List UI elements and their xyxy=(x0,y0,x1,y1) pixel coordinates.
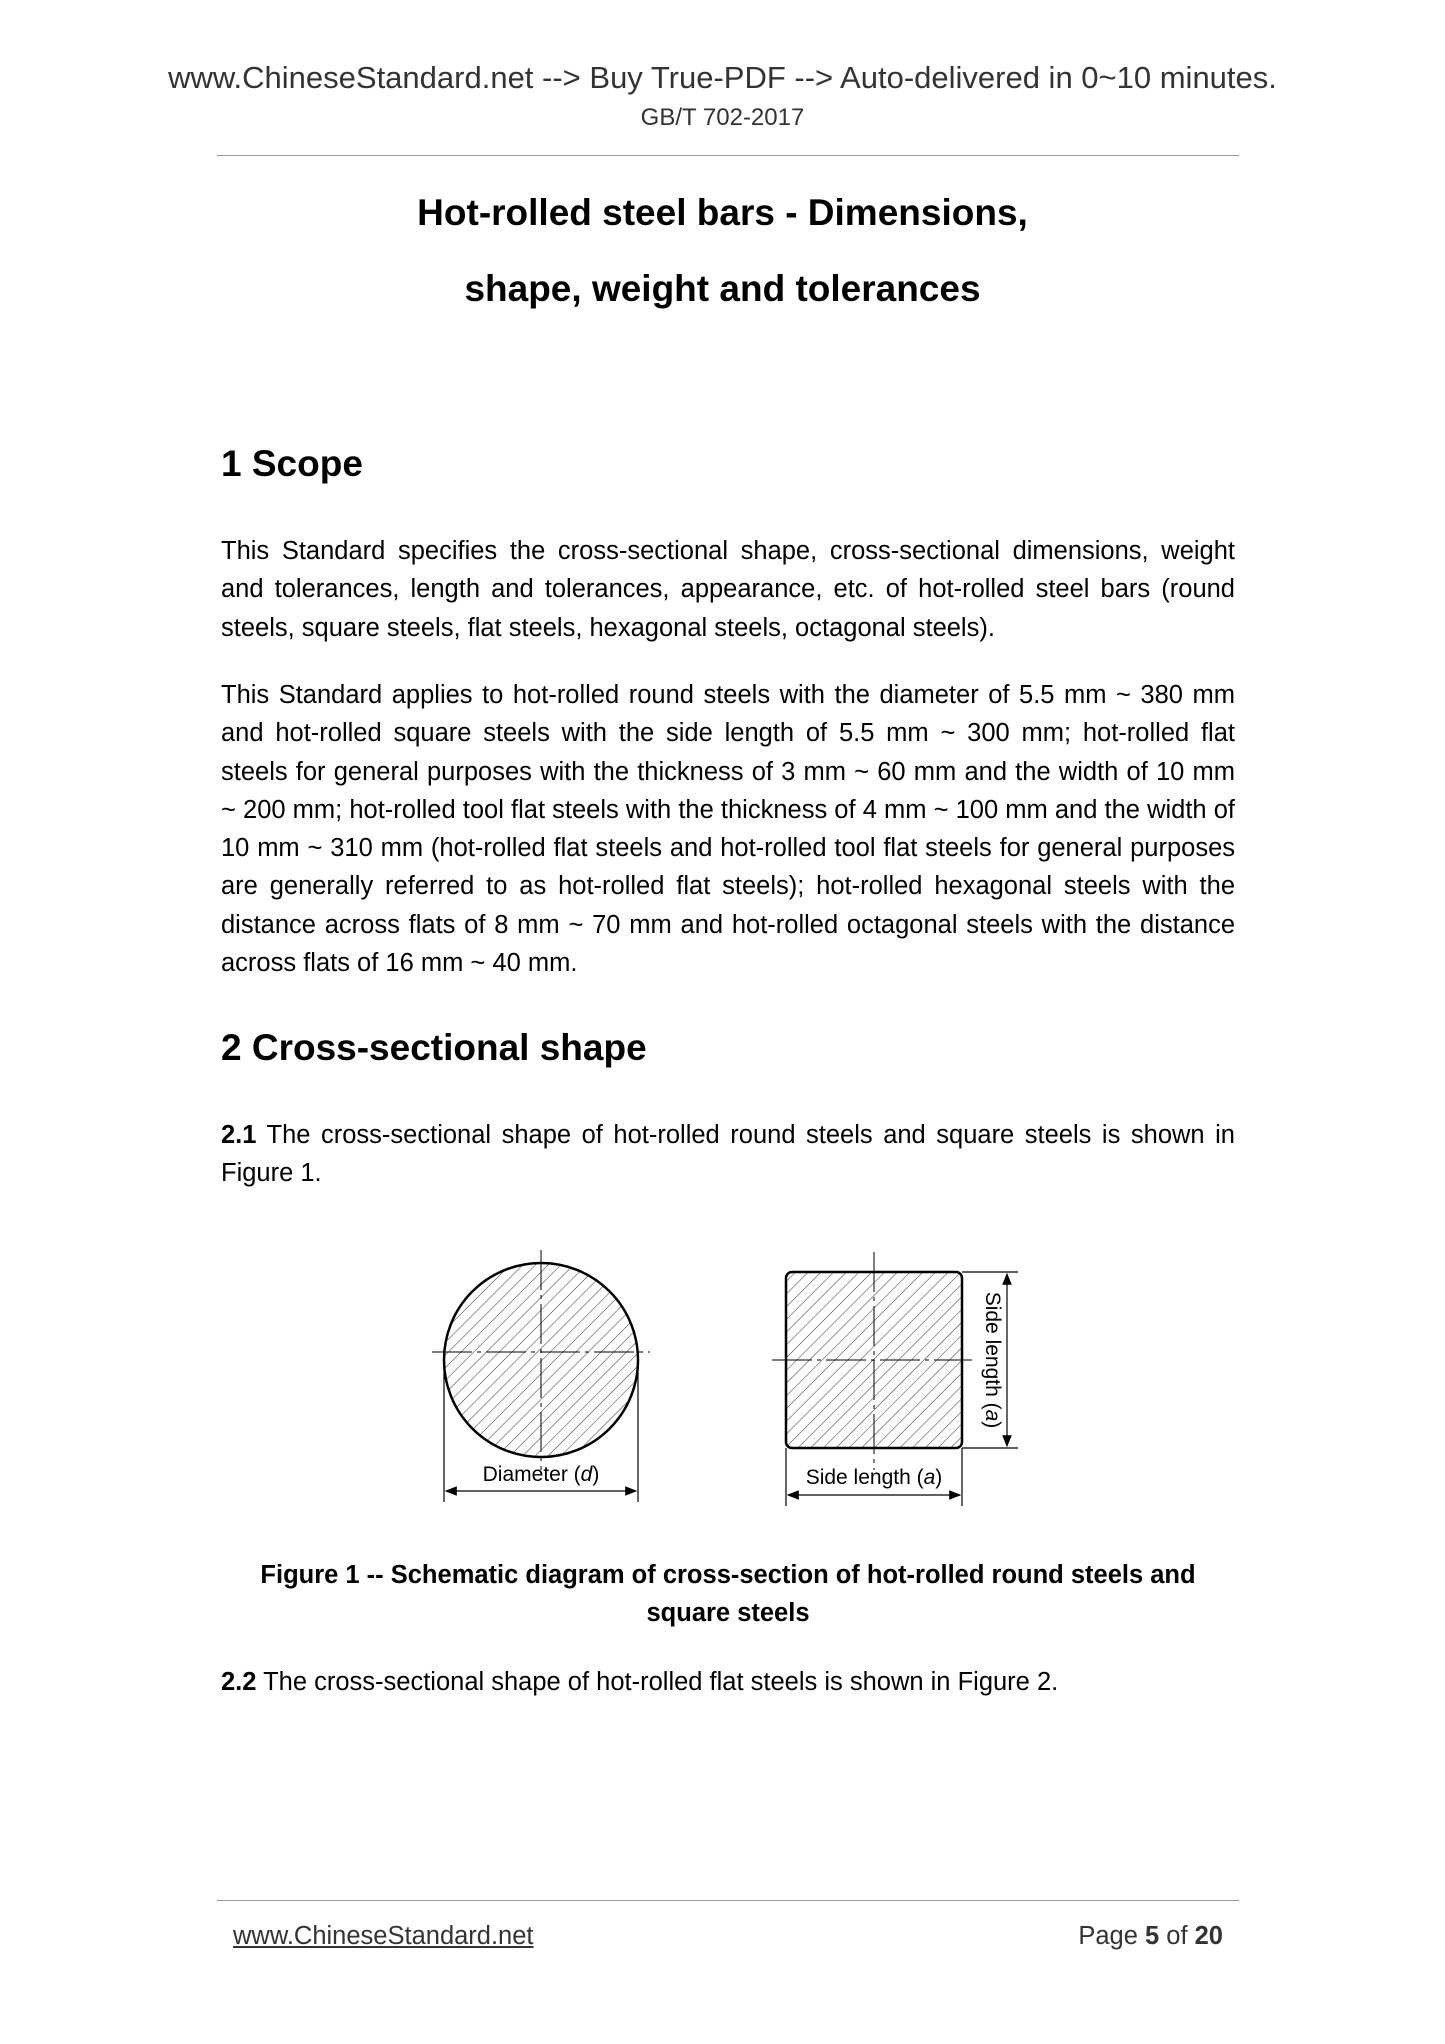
page-total: 20 xyxy=(1194,1922,1223,1950)
scope-paragraph-2: This Standard applies to hot-rolled round steels with the diameter of 5.5 mm ~ 380 mm and hot-rolled square steels with the side length of 5.5 mm ~ 300 mm; hot-rolled flat steels for general purposes with the thickness of 3 mm ~ 60 mm and the width of 10 mm ~ 200 mm; hot-rolled tool flat steels with the thickness of 4 mm ~ 100 mm and the width of 10 mm ~ 310 mm (hot-rolled flat steels and hot-rolled tool flat steels for general purposes are generally referred to as hot-rolled flat steels); hot-rolled hexagonal steels with the distance across flats of 8 mm ~ 70 mm and hot-rolled octagonal steels with the distance across flats of 16 mm ~ 40 mm. xyxy=(221,681,1235,978)
clause-text: The cross-sectional shape of hot-rolled round steels and square steels is shown in Figure 1. xyxy=(221,1121,1235,1188)
footer-website-link[interactable]: www.ChineseStandard.net xyxy=(233,1922,534,1950)
footer-divider xyxy=(217,1900,1239,1901)
clause-number: 2.1 xyxy=(221,1121,257,1149)
clause-number: 2.2 xyxy=(221,1668,257,1696)
header-divider xyxy=(217,155,1239,156)
section-heading-cross-sectional-shape: 2 Cross-sectional shape xyxy=(221,1027,647,1068)
scope-paragraph-1: This Standard specifies the cross-sectional shape, cross-sectional dimensions, weight and tolerances, length and tolerances, appearance, etc. of hot-rolled steel bars (round steels, square steels, flat steels, hexagonal steels, octagonal steels). xyxy=(221,537,1235,642)
square-steel-section xyxy=(772,1252,1018,1506)
standard-code: GB/T 702-2017 xyxy=(640,104,805,131)
side-length-horizontal-label: Side length (a) xyxy=(805,1466,943,1489)
page-prefix: Page xyxy=(1078,1922,1145,1950)
diameter-label: Diameter (d) xyxy=(482,1463,600,1486)
document-title-line1: Hot-rolled steel bars - Dimensions, xyxy=(417,192,1028,233)
figure-1-diagram xyxy=(420,1240,1040,1510)
header-banner: www.ChineseStandard.net --> Buy True-PDF --> Auto-delivered in 0~10 minutes. xyxy=(168,60,1277,95)
section-heading-scope: 1 Scope xyxy=(221,443,363,484)
document-title-line2: shape, weight and tolerances xyxy=(464,268,981,309)
page-current: 5 xyxy=(1145,1922,1160,1950)
page-number xyxy=(1078,1922,1223,1951)
clause-2-2 xyxy=(221,1663,1235,1701)
page-of: of xyxy=(1159,1922,1195,1950)
round-steel-section xyxy=(432,1250,650,1502)
side-length-vertical-label: Side length (a) xyxy=(981,1291,1004,1429)
clause-2-1 xyxy=(221,1116,1235,1193)
figure-1-caption: Figure 1 -- Schematic diagram of cross-section of hot-rolled round steels and square steels xyxy=(260,1561,1196,1628)
clause-text: The cross-sectional shape of hot-rolled flat steels is shown in Figure 2. xyxy=(256,1668,1059,1696)
